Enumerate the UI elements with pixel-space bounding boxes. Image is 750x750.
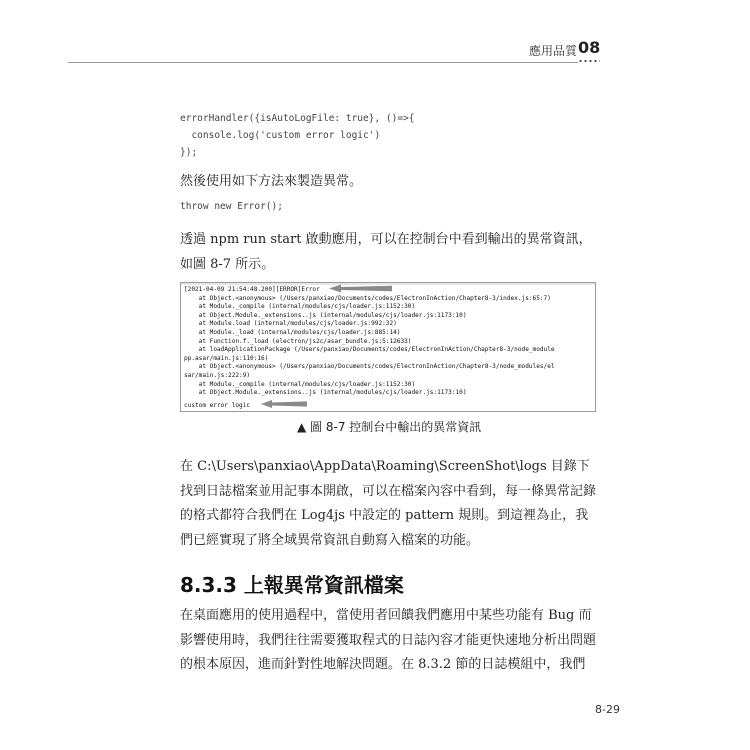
console-line: at Module._compile (internal/modules/cjs/loader.js:1152:30) <box>184 380 416 388</box>
console-line: at Object.Module._extensions..js (internal/modules/cjs/loader.js:1173:10) <box>184 389 467 397</box>
console-line: at Module._compile (internal/modules/cjs/loader.js:1152:30) <box>184 303 416 311</box>
console-line: sar/main.js:222:9) <box>184 372 251 379</box>
header-rule <box>68 62 578 63</box>
code-block-error-handler <box>180 110 415 161</box>
header-dots <box>578 59 600 63</box>
paragraph: 然後使用如下方法來製造異常。 <box>180 174 363 189</box>
paragraph: 在 C:\Users\panxiao\AppData\Roaming\ScreenShot\logs 目錄下找到日誌檔案並用記事本開啟，可以在檔案內容中看到，每一條異常記錄的格式都符合我們在 Log4js 中設定的 pattern 規則。到這裡為止，我們已經實現了將全域異常資訊自動寫入檔案的功能。 <box>180 459 597 548</box>
chapter-number: 08 <box>578 38 601 57</box>
annotation-arrows <box>181 283 595 411</box>
arrow-icon <box>329 285 392 293</box>
console-screenshot <box>180 282 596 412</box>
section-heading: 8.3.3 上報異常資訊檔案 <box>180 573 404 597</box>
console-line: at loadApplicationPackage (/Users/panxiao/Documents/codes/ElectronInAction/Chapter8-3/node_module <box>184 346 555 354</box>
console-line: at Object.Module._extensions..js (internal/modules/cjs/loader.js:1173:10) <box>184 311 467 319</box>
code-line: errorHandler({isAutoLogFile: true}, ()=>{ <box>180 113 415 124</box>
running-header <box>0 38 750 68</box>
arrow-icon <box>261 400 307 408</box>
console-line: custom error logic <box>184 402 251 409</box>
console-line: at Module._load (internal/modules/cjs/loader.js:885:14) <box>184 329 401 336</box>
code-line: console.log('custom error logic') <box>180 130 381 141</box>
code-block-throw: throw new Error(); <box>180 201 283 212</box>
chapter-title: 應用品質 <box>528 44 577 58</box>
console-line: pp.asar/main.js:110:16) <box>184 354 269 362</box>
figure-caption: ▲ 圖 8-7 控制台中輸出的異常資訊 <box>297 420 482 434</box>
console-line: at Module.load (internal/modules/cjs/loader.js:992:32) <box>184 320 397 328</box>
paragraph: 在桌面應用的使用過程中，當使用者回饋我們應用中某些功能有 Bug 而影響使用時，我們往往需要獲取程式的日誌內容才能更快速地分析出問題的根本原因，進而針對性地解決問題。在 8.3.2 節的日誌模組中，我們 <box>180 608 597 672</box>
console-line: at Function.f._load (electron/js2c/asar_bundle.js:5:12633) <box>184 337 412 345</box>
page-number: 8-29 <box>595 703 620 716</box>
console-line: at Object.<anonymous> (/Users/panxiao/Documents/codes/ElectronInAction/Chapter8-3/index.js:65:7) <box>184 294 551 302</box>
console-line: [2021-04-09 21:54:48.200][ERROR]Error <box>184 286 320 293</box>
console-line: at Object.<anonymous> (/Users/panxiao/Documents/codes/ElectronInAction/Chapter8-3/node_modules/el <box>184 363 555 371</box>
paragraph: 透過 npm run start 啟動應用，可以在控制台中看到輸出的異常資訊，如圖 8-7 所示。 <box>180 232 592 272</box>
code-line: }); <box>180 147 198 158</box>
